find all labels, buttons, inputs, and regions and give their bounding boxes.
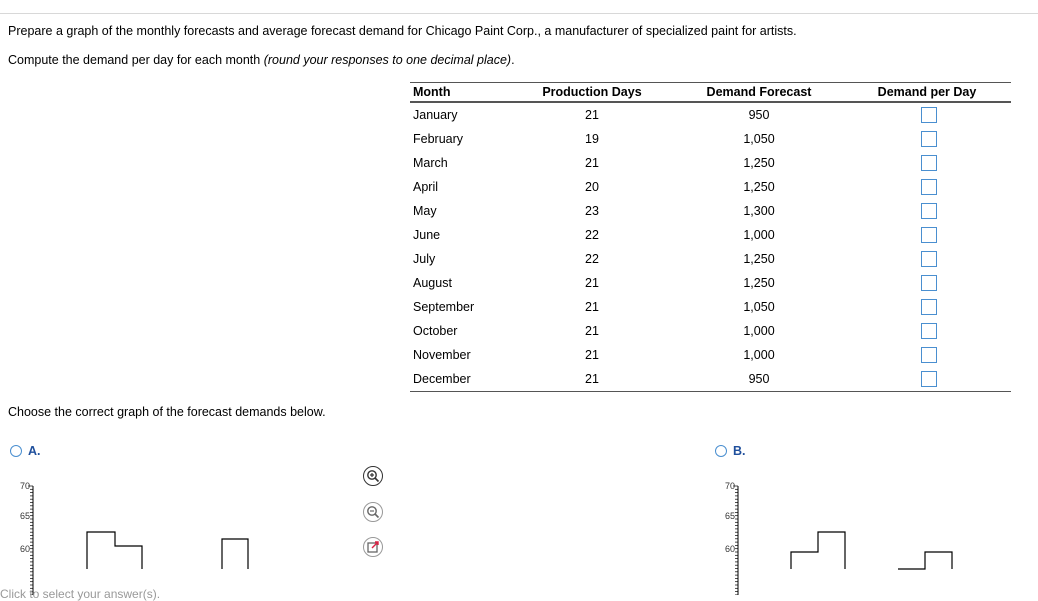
zoom-out-icon — [366, 505, 380, 519]
option-b-step-line-2 — [898, 552, 952, 569]
table-row — [410, 223, 1011, 247]
instruction-line-1: Prepare a graph of the monthly forecasts and average forecast demand for Chicago Paint Corp., a manufacturer of specialized paint for artists. — [8, 24, 797, 38]
cell-demand-per-day — [843, 199, 1011, 223]
option-a-tick-60: 60 — [19, 544, 30, 554]
option-b-step-line-1 — [791, 532, 845, 569]
cell-demand-forecast: 1,250 — [743, 276, 775, 290]
cell-demand-per-day — [843, 223, 1011, 247]
cell-production-days: 22 — [585, 252, 599, 266]
header-production-days: Production Days — [509, 83, 675, 103]
cell-demand-forecast: 1,300 — [743, 204, 775, 218]
popout-button[interactable] — [363, 537, 383, 557]
cell-demand-per-day — [843, 295, 1011, 319]
cell-production-days: 22 — [585, 228, 599, 242]
cell-production-days: 21 — [509, 367, 675, 392]
demand-per-day-input[interactable] — [921, 155, 937, 171]
option-b-tick-60: 60 — [724, 544, 735, 554]
header-month: Month — [410, 83, 509, 103]
table-row — [410, 343, 1011, 367]
cell-month: December — [410, 367, 509, 392]
demand-per-day-input[interactable] — [921, 227, 937, 243]
table-row — [410, 319, 1011, 343]
cell-month: September — [413, 300, 475, 314]
option-a-step-line-1 — [87, 532, 142, 569]
cell-demand-forecast: 950 — [675, 367, 843, 392]
instruction-line-2: Compute the demand per day for each month (round your responses to one decimal place). — [8, 53, 515, 67]
cell-month: October — [413, 324, 458, 338]
zoom-out-button[interactable] — [363, 502, 383, 522]
cell-demand-per-day — [843, 127, 1011, 151]
cell-month: July — [413, 252, 436, 266]
cell-production-days: 21 — [585, 348, 599, 362]
header-demand-forecast: Demand Forecast — [675, 83, 843, 103]
cell-demand-per-day — [843, 319, 1011, 343]
demand-per-day-input[interactable] — [921, 251, 937, 267]
table-row — [410, 151, 1011, 175]
table-row — [410, 271, 1011, 295]
choose-graph-prompt: Choose the correct graph of the forecast demands below. — [8, 405, 326, 419]
top-divider — [0, 13, 1038, 14]
option-b-graph — [705, 474, 1005, 595]
cell-production-days: 21 — [585, 156, 599, 170]
cell-month: November — [413, 348, 471, 362]
option-b-tick-70: 70 — [724, 481, 735, 491]
option-a-radio[interactable] — [10, 445, 22, 457]
cell-production-days: 23 — [585, 204, 599, 218]
table-row — [410, 127, 1011, 151]
demand-per-day-input[interactable] — [921, 107, 937, 123]
table-row — [410, 175, 1011, 199]
cell-demand-per-day — [843, 175, 1011, 199]
demand-per-day-input[interactable] — [921, 203, 937, 219]
cell-demand-forecast: 1,250 — [743, 252, 775, 266]
demand-per-day-input[interactable] — [921, 179, 937, 195]
cell-demand-per-day — [843, 271, 1011, 295]
demand-per-day-input[interactable] — [921, 299, 937, 315]
cell-demand-per-day — [843, 367, 1011, 392]
option-a[interactable] — [10, 444, 41, 458]
cell-demand-per-day — [843, 102, 1011, 127]
cell-demand-per-day — [843, 247, 1011, 271]
cell-demand-forecast: 1,050 — [743, 300, 775, 314]
table-row — [410, 247, 1011, 271]
table-row — [410, 367, 1011, 392]
option-b[interactable] — [715, 444, 746, 458]
demand-per-day-input[interactable] — [921, 131, 937, 147]
table-header-row — [410, 83, 1011, 103]
cell-production-days: 20 — [585, 180, 599, 194]
cell-month: June — [413, 228, 441, 242]
cell-demand-forecast: 1,000 — [743, 348, 775, 362]
cell-month: May — [413, 204, 437, 218]
cell-demand-per-day — [843, 151, 1011, 175]
cell-production-days: 21 — [585, 108, 599, 122]
demand-per-day-input[interactable] — [921, 323, 937, 339]
cell-demand-forecast: 1,250 — [743, 156, 775, 170]
cell-month: January — [413, 108, 458, 122]
zoom-in-icon — [366, 469, 380, 483]
header-demand-per-day: Demand per Day — [843, 83, 1011, 103]
option-a-tick-65: 65 — [19, 511, 30, 521]
cell-demand-forecast: 1,000 — [743, 324, 775, 338]
cell-month: April — [413, 180, 439, 194]
demand-per-day-input[interactable] — [921, 275, 937, 291]
table-row — [410, 199, 1011, 223]
demand-per-day-input[interactable] — [921, 371, 937, 387]
option-b-label: B. — [733, 444, 746, 458]
footer-hint: Click to select your answer(s). — [0, 587, 161, 601]
option-b-tick-65: 65 — [724, 511, 735, 521]
option-a-graph — [0, 474, 300, 595]
zoom-in-button[interactable] — [363, 466, 383, 486]
cell-demand-per-day — [843, 343, 1011, 367]
cell-production-days: 21 — [585, 324, 599, 338]
cell-production-days: 19 — [585, 132, 599, 146]
option-b-radio[interactable] — [715, 445, 727, 457]
option-a-label: A. — [28, 444, 41, 458]
cell-production-days: 21 — [585, 276, 599, 290]
option-a-step-line-2 — [222, 539, 248, 569]
cell-month: February — [413, 132, 464, 146]
table-row — [410, 102, 1011, 127]
cell-month: March — [413, 156, 448, 170]
table-row — [410, 295, 1011, 319]
cell-production-days: 21 — [585, 300, 599, 314]
option-a-tick-70: 70 — [19, 481, 30, 491]
cell-demand-forecast: 1,000 — [743, 228, 775, 242]
demand-per-day-input[interactable] — [921, 347, 937, 363]
cell-demand-forecast: 1,250 — [743, 180, 775, 194]
demand-table — [410, 82, 1011, 392]
cell-demand-forecast: 950 — [748, 108, 770, 122]
cell-demand-forecast: 1,050 — [743, 132, 775, 146]
cell-month: August — [413, 276, 452, 290]
external-link-icon — [366, 540, 380, 554]
